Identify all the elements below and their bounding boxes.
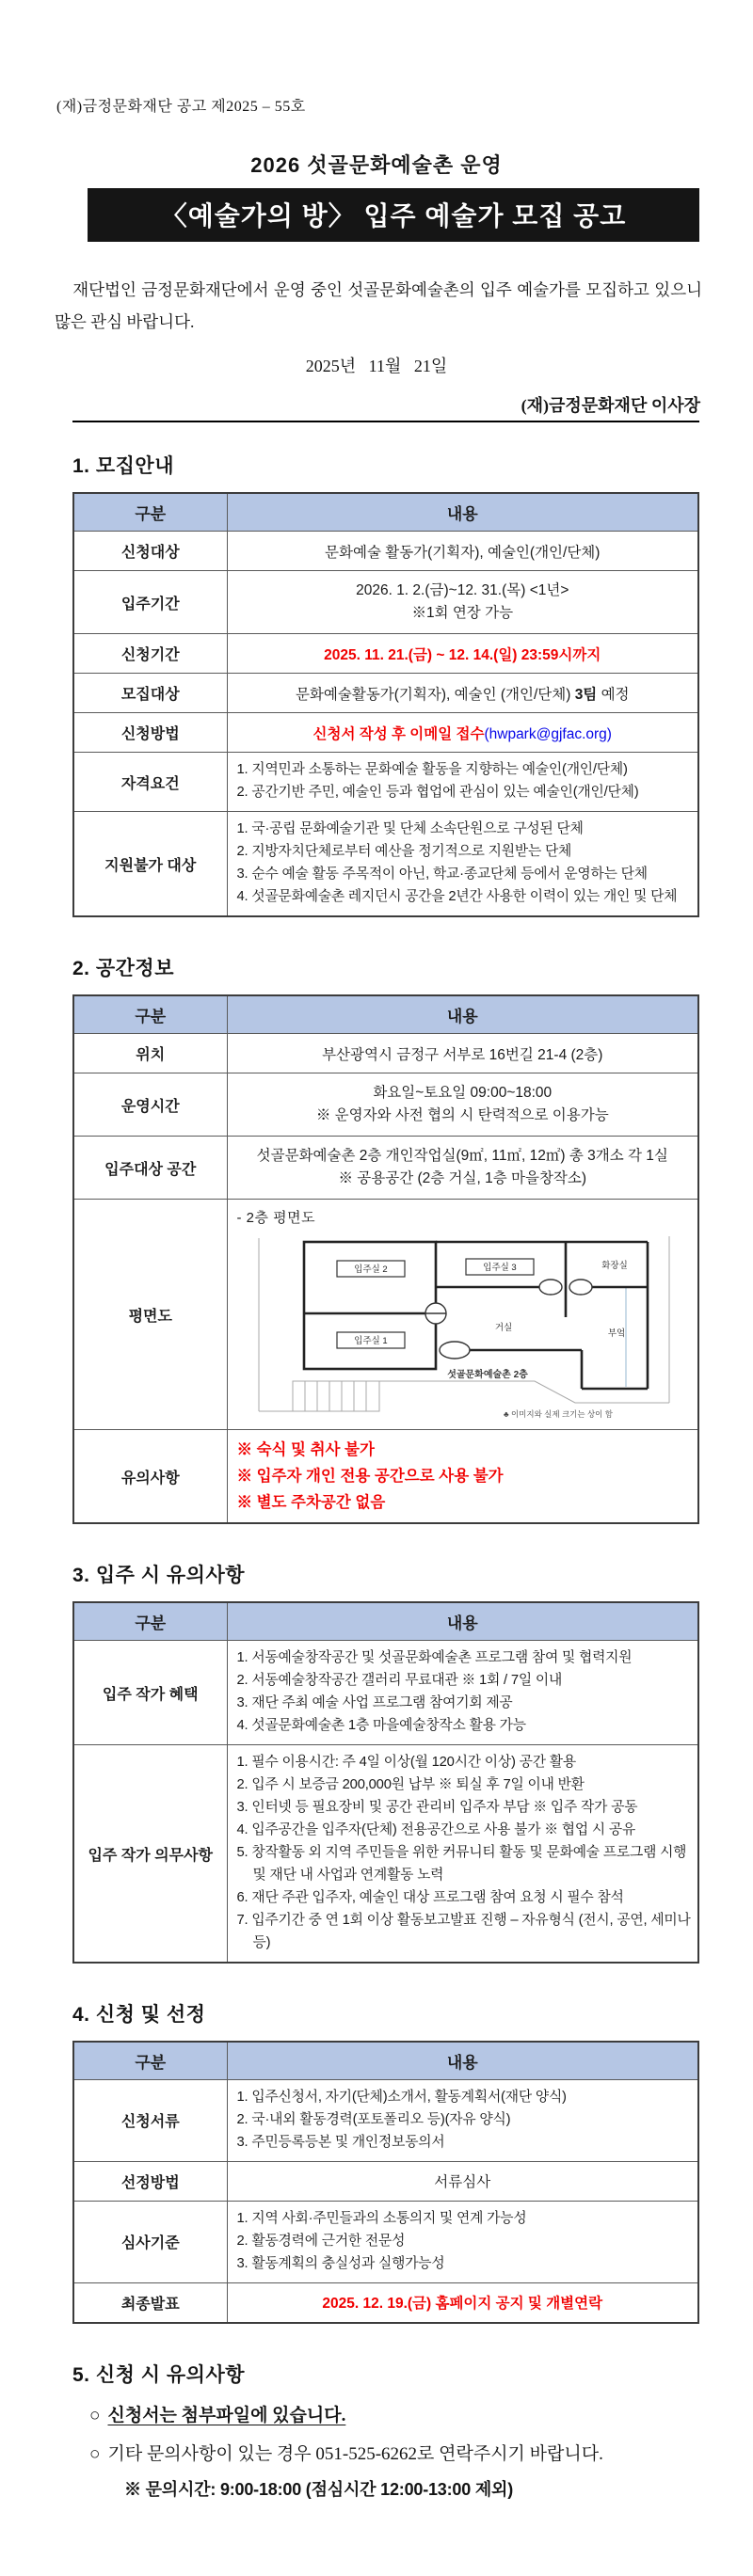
header-cell-naeyong: 내용 bbox=[227, 995, 698, 1034]
row-label: 위치 bbox=[73, 1034, 227, 1073]
circle-bullet-icon: ○ bbox=[89, 2405, 101, 2425]
row-value bbox=[227, 2201, 698, 2282]
row-value bbox=[227, 2282, 698, 2323]
section5-heading: 5. 신청 시 유의사항 bbox=[72, 2363, 246, 2386]
bottom-spacer bbox=[0, 2501, 753, 2576]
table-row bbox=[73, 1200, 698, 1430]
table-header-row bbox=[73, 2042, 698, 2080]
floorplan-title: - 2층 평면도 bbox=[236, 1210, 316, 1227]
row-label: 신청방법 bbox=[73, 713, 227, 753]
circle-bullet-icon: ○ bbox=[89, 2443, 101, 2464]
row-value: 부산광역시 금정구 서부로 16번길 21-4 (2층) bbox=[227, 1034, 698, 1073]
floorplan-caption: 섯골문화예술촌 2층 bbox=[447, 1370, 529, 1381]
signature-divider bbox=[72, 421, 699, 422]
row-label: 신청기간 bbox=[73, 634, 227, 674]
header-cell-naeyong: 내용 bbox=[227, 493, 698, 532]
floorplan-drawing bbox=[243, 1231, 685, 1419]
floorplan-scale-note: ♣ 이미지와 실제 크기는 상이 함 bbox=[504, 1409, 614, 1420]
row-value bbox=[227, 812, 698, 916]
value-line: 섯골문화예술촌 2층 개인작업실(9㎡, 11㎡, 12㎡) 총 3개소 각 1실 bbox=[256, 1148, 668, 1165]
table-header-row bbox=[73, 1602, 698, 1641]
table-row bbox=[73, 1745, 698, 1963]
residency-notes-table bbox=[72, 1601, 699, 1964]
list-item: 4. 섯골문화예술촌 1층 마을예술창작소 활용 가능 bbox=[236, 1718, 526, 1734]
value-line: 화요일~토요일 09:00~18:00 bbox=[373, 1085, 553, 1102]
list-item: 1. 필수 이용시간: 주 4일 이상(월 120시간 이상) 공간 활용 bbox=[236, 1755, 576, 1771]
table-row bbox=[73, 713, 698, 753]
list-item: 3. 인터넷 등 필요장비 및 공간 관리비 입주자 부담 ※ 입주 작가 공동 bbox=[236, 1800, 638, 1816]
row-value bbox=[227, 2079, 698, 2161]
list-item: 4. 섯골문화예술촌 레지던시 공간을 2년간 사용한 이력이 있는 개인 및 단체 bbox=[236, 889, 678, 905]
section2-heading: 2. 공간정보 bbox=[72, 958, 174, 980]
list-item: 2. 입주 시 보증금 200,000원 납부 ※ 퇴실 후 7일 이내 반환 bbox=[236, 1777, 585, 1793]
table-row bbox=[73, 634, 698, 674]
header-cell-gubun: 구분 bbox=[73, 995, 227, 1034]
row-label: 심사기준 bbox=[73, 2201, 227, 2282]
row-value bbox=[227, 1073, 698, 1137]
notice-subtitle: 2026 섯골문화예술촌 운영 bbox=[250, 153, 503, 177]
row-value bbox=[227, 571, 698, 634]
list-item: 2. 국·내외 활동경력(포토폴리오 등)(자유 양식) bbox=[236, 2111, 511, 2127]
notice-title-banner: 〈예술가의 방〉 입주 예술가 모집 공고 bbox=[88, 188, 699, 242]
row-value bbox=[227, 1430, 698, 1524]
header-cell-gubun: 구분 bbox=[73, 2042, 227, 2080]
value-line: ※ 운영자와 사전 협의 시 탄력적으로 이용가능 bbox=[315, 1107, 609, 1124]
recruit-text: 문화예술활동가(기획자), 예술인 (개인/단체) bbox=[295, 686, 575, 703]
table-row bbox=[73, 2161, 698, 2201]
notice-bullet-1 bbox=[89, 2401, 753, 2426]
list-item: 1. 지역민과 소통하는 문화예술 활동을 지향하는 예술인(개인/단체) bbox=[236, 762, 628, 778]
list-item: 1. 입주신청서, 자기(단체)소개서, 활동계획서(재단 양식) bbox=[236, 2089, 567, 2105]
row-label: 평면도 bbox=[73, 1200, 227, 1430]
table-row bbox=[73, 2079, 698, 2161]
section4-heading: 4. 신청 및 선정 bbox=[72, 2003, 206, 2026]
caution-item: ※ 숙식 및 취사 불가 bbox=[236, 1441, 375, 1459]
table-row bbox=[73, 812, 698, 916]
list-item: 2. 활동경력에 근거한 전문성 bbox=[236, 2233, 406, 2249]
inquiry-hours-note: ※ 문의시간: 9:00-18:00 (점심시간 12:00-13:00 제외) bbox=[124, 2479, 513, 2499]
list-item: 1. 지역 사회·주민들과의 소통의지 및 연계 가능성 bbox=[236, 2210, 527, 2226]
table-row bbox=[73, 571, 698, 634]
row-label: 신청서류 bbox=[73, 2079, 227, 2161]
row-value bbox=[227, 1137, 698, 1200]
table-row bbox=[73, 1073, 698, 1137]
application-selection-table bbox=[72, 2041, 699, 2324]
list-item: 3. 순수 예술 활동 주목적이 아닌, 학교·종교단체 등에서 운영하는 단체 bbox=[236, 867, 648, 883]
floorplan-bathroom-label: 화장실 bbox=[601, 1261, 629, 1272]
header-cell-naeyong: 내용 bbox=[227, 1602, 698, 1641]
recruit-info-table bbox=[72, 492, 699, 917]
application-deadline: 2025. 11. 21.(금) ~ 12. 14.(일) 23:59시까지 bbox=[324, 646, 601, 663]
table-row bbox=[73, 753, 698, 812]
table-row bbox=[73, 1430, 698, 1524]
email-link[interactable]: (hwpark@gjfac.org) bbox=[484, 725, 612, 742]
final-announcement: 2025. 12. 19.(금) 홈페이지 공지 및 개별연락 bbox=[322, 2296, 603, 2313]
list-item: 4. 입주공간을 입주자(단체) 전용공간으로 사용 불가 ※ 협업 시 공유 bbox=[236, 1822, 636, 1838]
floorplan-kitchen-label: 부엌 bbox=[608, 1328, 626, 1340]
table-row bbox=[73, 1034, 698, 1073]
table-row bbox=[73, 2282, 698, 2323]
row-value: 문화예술 활동가(기획자), 예술인(개인/단체) bbox=[227, 532, 698, 571]
section3-heading: 3. 입주 시 유의사항 bbox=[72, 1565, 246, 1587]
row-label: 모집대상 bbox=[73, 674, 227, 713]
caution-item: ※ 별도 주차공간 없음 bbox=[236, 1494, 386, 1512]
row-label: 최종발표 bbox=[73, 2282, 227, 2323]
list-item: 5. 창작활동 외 지역 주민들을 위한 커뮤니티 활동 및 문화예술 프로그램 시행 및 재단 내 사업과 연계활동 노력 bbox=[236, 1845, 687, 1884]
recruit-text-post: 예정 bbox=[597, 686, 630, 703]
contact-note: 기타 문의사항이 있는 경우 051-525-6262로 연락주시기 바랍니다. bbox=[107, 2443, 603, 2464]
attachment-note: 신청서는 첨부파일에 있습니다. bbox=[107, 2405, 346, 2425]
stairs-icon bbox=[293, 1381, 379, 1411]
table-row bbox=[73, 1137, 698, 1200]
floorplan-room1-label: 입주실 1 bbox=[354, 1336, 388, 1347]
space-info-table bbox=[72, 994, 699, 1524]
row-value bbox=[227, 674, 698, 713]
value-line: ※1회 연장 가능 bbox=[411, 605, 514, 622]
notice-number: (재)금정문화재단 공고 제2025 – 55호 bbox=[56, 99, 306, 115]
row-label: 자격요건 bbox=[73, 753, 227, 812]
row-value bbox=[227, 753, 698, 812]
row-value bbox=[227, 1641, 698, 1745]
list-item: 6. 재단 주관 입주자, 예술인 대상 프로그램 참여 요청 시 필수 참석 bbox=[236, 1889, 624, 1905]
floorplan-room2-label: 입주실 2 bbox=[354, 1264, 388, 1276]
table-header-row bbox=[73, 493, 698, 532]
table-row bbox=[73, 2201, 698, 2282]
floorplan-cell bbox=[227, 1200, 698, 1430]
apply-method-text: 신청서 작성 후 이메일 접수 bbox=[312, 725, 485, 742]
table-row bbox=[73, 532, 698, 571]
section1-heading: 1. 모집안내 bbox=[72, 455, 174, 478]
row-label: 입주 작가 혜택 bbox=[73, 1641, 227, 1745]
value-line: ※ 공용공간 (2층 거실, 1층 마을창작소) bbox=[338, 1170, 587, 1187]
recruit-count: 3팀 bbox=[574, 686, 598, 703]
table-row bbox=[73, 674, 698, 713]
row-label: 선정방법 bbox=[73, 2161, 227, 2201]
list-item: 2. 서동예술창작공간 갤러리 무료대관 ※ 1회 / 7일 이내 bbox=[236, 1673, 563, 1689]
row-value: 서류심사 bbox=[227, 2161, 698, 2201]
list-item: 2. 지방자치단체로부터 예산을 정기적으로 지원받는 단체 bbox=[236, 844, 572, 860]
row-label: 유의사항 bbox=[73, 1430, 227, 1524]
floorplan-living-label: 거실 bbox=[495, 1323, 513, 1334]
notice-date: 2025년 11월 21일 bbox=[305, 357, 448, 376]
list-item: 3. 재단 주최 예술 사업 프로그램 참여기회 제공 bbox=[236, 1695, 513, 1711]
table-header-row bbox=[73, 995, 698, 1034]
intro-paragraph: 재단법인 금정문화재단에서 운영 중인 섯골문화예술촌의 입주 예술가를 모집하고 있으니 많은 관심 바랍니다. bbox=[55, 280, 702, 332]
list-item: 3. 활동계획의 충실성과 실행가능성 bbox=[236, 2255, 445, 2271]
row-label: 신청대상 bbox=[73, 532, 227, 571]
issuer-signature: (재)금정문화재단 이사장 bbox=[521, 396, 700, 416]
floorplan-image bbox=[237, 1231, 693, 1423]
list-item: 1. 국·공립 문화예술기관 및 단체 소속단원으로 구성된 단체 bbox=[236, 821, 584, 837]
list-item: 3. 주민등록등본 및 개인정보동의서 bbox=[236, 2134, 445, 2150]
table-row bbox=[73, 1641, 698, 1745]
row-value bbox=[227, 634, 698, 674]
caution-item: ※ 입주자 개인 전용 공간으로 사용 불가 bbox=[236, 1468, 504, 1486]
row-value bbox=[227, 1745, 698, 1963]
notice-bullet-2 bbox=[89, 2440, 753, 2465]
row-label: 입주 작가 의무사항 bbox=[73, 1745, 227, 1963]
header-cell-naeyong: 내용 bbox=[227, 2042, 698, 2080]
header-cell-gubun: 구분 bbox=[73, 1602, 227, 1641]
floorplan-room3-label: 입주실 3 bbox=[483, 1263, 517, 1274]
list-item: 7. 입주기간 중 연 1회 이상 활동보고발표 진행 – 자유형식 (전시, 공연, 세미나 등) bbox=[236, 1912, 691, 1950]
door-symbols bbox=[425, 1280, 592, 1359]
value-line: 2026. 1. 2.(금)~12. 31.(목) <1년> bbox=[356, 582, 569, 599]
list-item: 2. 공간기반 주민, 예술인 등과 협업에 관심이 있는 예술인(개인/단체) bbox=[236, 785, 639, 801]
row-label: 입주기간 bbox=[73, 571, 227, 634]
list-item: 1. 서동예술창작공간 및 섯골문화예술촌 프로그램 참여 및 협력지원 bbox=[236, 1650, 633, 1666]
row-value bbox=[227, 713, 698, 753]
row-label: 운영시간 bbox=[73, 1073, 227, 1137]
row-label: 입주대상 공간 bbox=[73, 1137, 227, 1200]
row-label: 지원불가 대상 bbox=[73, 812, 227, 916]
header-cell-gubun: 구분 bbox=[73, 493, 227, 532]
